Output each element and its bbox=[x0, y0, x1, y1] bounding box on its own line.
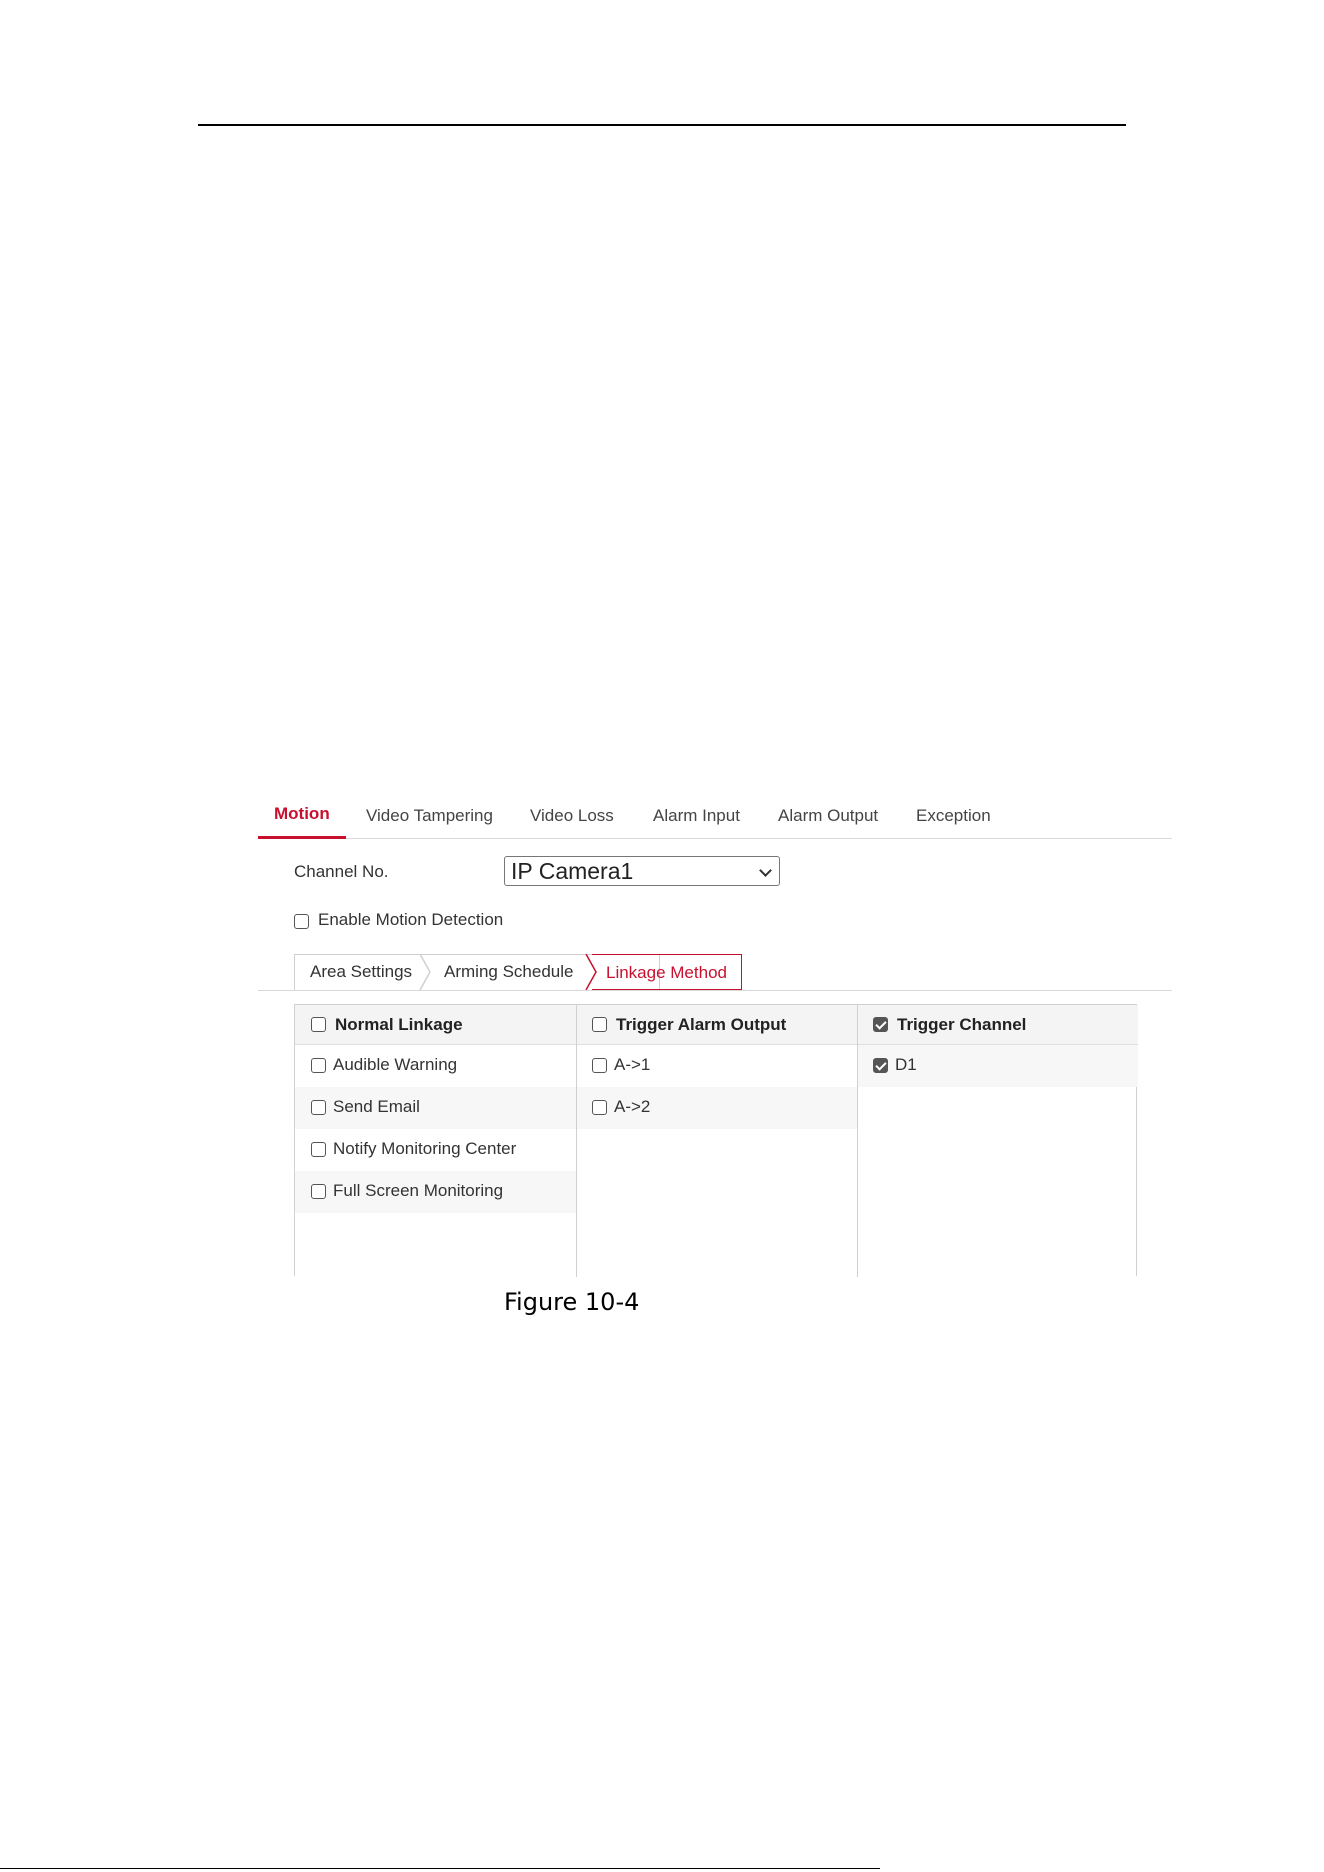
trigger-channel-header bbox=[858, 1005, 1138, 1045]
full-screen-checkbox[interactable] bbox=[311, 1184, 326, 1199]
enable-motion-label: Enable Motion Detection bbox=[318, 910, 504, 929]
list-item[interactable] bbox=[295, 1171, 576, 1213]
notify-center-checkbox[interactable] bbox=[311, 1142, 326, 1157]
send-email-checkbox[interactable] bbox=[311, 1100, 326, 1115]
list-item-label: Audible Warning bbox=[333, 1055, 458, 1074]
list-item-label: A->2 bbox=[614, 1097, 651, 1116]
list-item-label: Full Screen Monitoring bbox=[333, 1181, 504, 1200]
trigger-channel-label: Trigger Channel bbox=[897, 1015, 1027, 1034]
trigger-channel-column bbox=[857, 1005, 1138, 1277]
channel-d1-checkbox[interactable] bbox=[873, 1058, 888, 1073]
page-footer-rule bbox=[0, 1868, 880, 1869]
tab-exception[interactable]: Exception bbox=[916, 806, 991, 825]
linkage-table bbox=[294, 1004, 1137, 1276]
normal-linkage-header bbox=[295, 1005, 576, 1045]
event-tabs bbox=[258, 796, 1172, 839]
active-tab-underline bbox=[258, 836, 346, 839]
figure-caption: Figure 10-4 bbox=[504, 1288, 640, 1316]
list-item[interactable] bbox=[577, 1045, 857, 1087]
list-item[interactable] bbox=[295, 1087, 576, 1129]
page-header-rule bbox=[198, 124, 1126, 126]
audible-warning-checkbox[interactable] bbox=[311, 1058, 326, 1073]
normal-linkage-label: Normal Linkage bbox=[335, 1015, 463, 1034]
settings-subtabs bbox=[258, 954, 1172, 991]
normal-linkage-column bbox=[295, 1005, 576, 1277]
subtab-area-settings[interactable]: Area Settings bbox=[310, 962, 413, 981]
alarm-output-column bbox=[576, 1005, 857, 1277]
chevron-down-icon bbox=[759, 864, 772, 877]
alarm-output-header bbox=[577, 1005, 857, 1045]
list-item[interactable] bbox=[295, 1129, 576, 1171]
list-item-label: Notify Monitoring Center bbox=[333, 1139, 517, 1158]
tab-alarm-input[interactable]: Alarm Input bbox=[653, 806, 740, 825]
tab-video-tampering[interactable]: Video Tampering bbox=[366, 806, 493, 825]
normal-linkage-checkbox[interactable] bbox=[311, 1017, 326, 1032]
list-item[interactable] bbox=[295, 1045, 576, 1087]
list-item-label: D1 bbox=[895, 1055, 917, 1074]
channel-select-value: IP Camera1 bbox=[511, 858, 634, 884]
alarm-output-checkbox[interactable] bbox=[592, 1017, 607, 1032]
channel-select[interactable] bbox=[504, 856, 780, 886]
enable-motion-checkbox[interactable] bbox=[294, 914, 309, 929]
motion-detection-panel bbox=[258, 796, 1172, 1276]
alarm-output-label: Trigger Alarm Output bbox=[616, 1015, 787, 1034]
tab-motion[interactable]: Motion bbox=[274, 804, 330, 823]
subtab-linkage-method[interactable]: Linkage Method bbox=[592, 954, 742, 990]
list-item[interactable] bbox=[577, 1087, 857, 1129]
list-item[interactable] bbox=[858, 1045, 1138, 1087]
alarm-a1-checkbox[interactable] bbox=[592, 1058, 607, 1073]
subtab-arming-schedule[interactable]: Arming Schedule bbox=[444, 962, 574, 981]
trigger-channel-checkbox[interactable] bbox=[873, 1017, 888, 1032]
tab-video-loss[interactable]: Video Loss bbox=[530, 806, 614, 825]
alarm-a2-checkbox[interactable] bbox=[592, 1100, 607, 1115]
list-item-label: Send Email bbox=[333, 1097, 420, 1116]
list-item-label: A->1 bbox=[614, 1055, 651, 1074]
chevron-right-icon bbox=[418, 954, 432, 990]
tab-alarm-output[interactable]: Alarm Output bbox=[778, 806, 879, 825]
channel-label: Channel No. bbox=[294, 862, 389, 881]
